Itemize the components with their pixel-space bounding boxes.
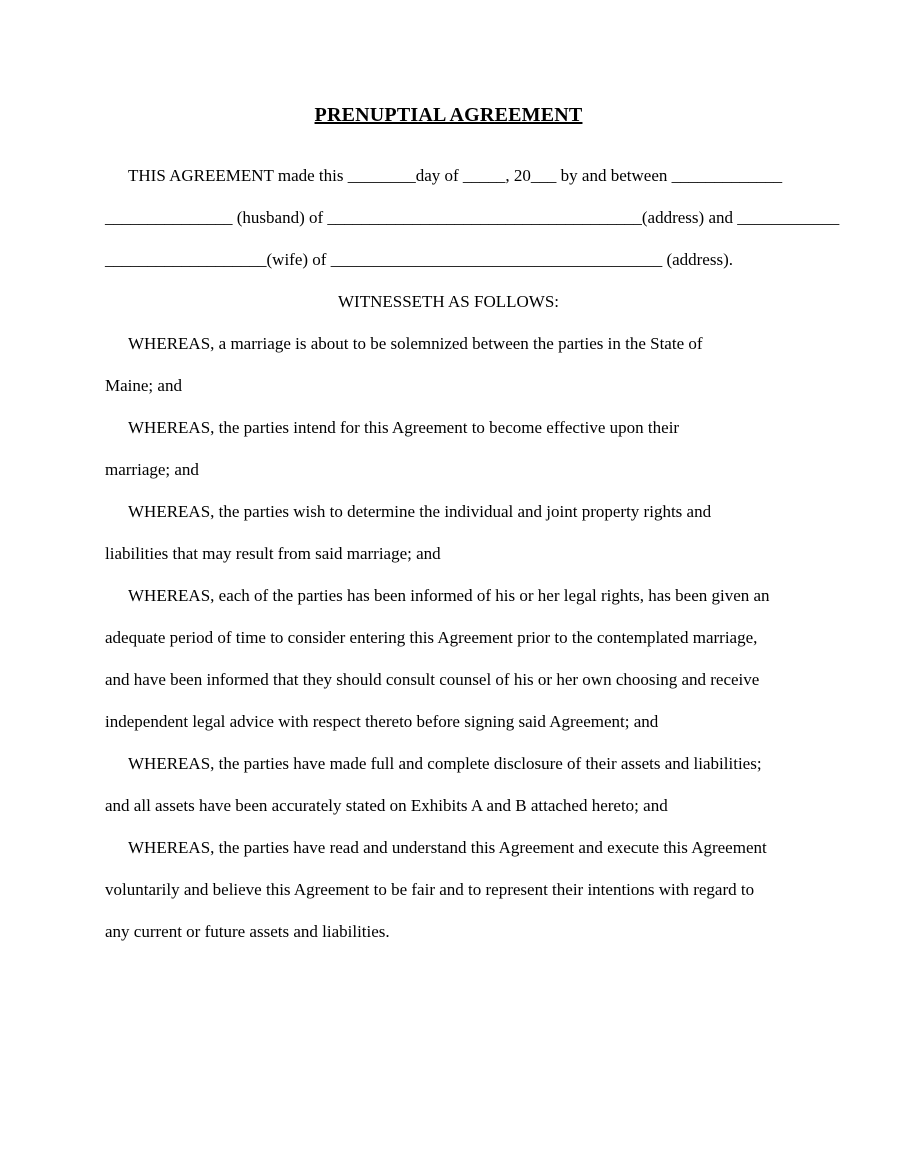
intro-paragraph — [105, 155, 840, 281]
paragraph-line: WHEREAS, the parties have read and understand this Agreement and execute this Agreement — [128, 838, 767, 857]
paragraph-line: adequate period of time to consider entering this Agreement prior to the contemplated marriage, — [105, 628, 758, 647]
paragraph-line: and have been informed that they should consult counsel of his or her own choosing and receive — [105, 670, 760, 689]
paragraph-line: independent legal advice with respect thereto before signing said Agreement; and — [105, 712, 659, 731]
whereas-paragraph — [105, 575, 792, 743]
whereas-paragraph — [105, 323, 792, 407]
whereas-paragraph — [105, 743, 792, 827]
paragraph-line: marriage; and — [105, 460, 199, 479]
paragraph-line: WHEREAS, a marriage is about to be solemnized between the parties in the State of — [128, 334, 703, 353]
document-title: PRENUPTIAL AGREEMENT — [314, 104, 583, 126]
whereas-paragraph — [105, 407, 792, 491]
intro-line-3: ___________________(wife) of _______________________________________ (address). — [105, 250, 733, 269]
paragraph-line: voluntarily and believe this Agreement to be fair and to represent their intentions with regard to — [105, 880, 755, 899]
paragraph-line: and all assets have been accurately stated on Exhibits A and B attached hereto; and — [105, 796, 668, 815]
intro-line-1: THIS AGREEMENT made this ________day of _____, 20___ by and between _____________ — [128, 166, 783, 185]
paragraph-line: WHEREAS, the parties intend for this Agreement to become effective upon their — [128, 418, 680, 437]
paragraph-line: WHEREAS, the parties have made full and complete disclosure of their assets and liabilities; — [128, 754, 762, 773]
paragraph-line: WHEREAS, the parties wish to determine the individual and joint property rights and — [128, 502, 712, 521]
paragraph-line: liabilities that may result from said marriage; and — [105, 544, 441, 563]
paragraph-line: any current or future assets and liabilities. — [105, 922, 390, 941]
paragraph-line: Maine; and — [105, 376, 182, 395]
document-content — [0, 101, 900, 953]
whereas-paragraph — [105, 827, 792, 953]
intro-line-2: _______________ (husband) of _____________________________________(address) and ____________ — [105, 208, 840, 227]
paragraph-line: WHEREAS, each of the parties has been informed of his or her legal rights, has been given an — [128, 586, 770, 605]
witnesseth-heading: WITNESSETH AS FOLLOWS: — [338, 292, 559, 311]
whereas-paragraph — [105, 491, 792, 575]
whereas-clauses — [105, 323, 792, 953]
